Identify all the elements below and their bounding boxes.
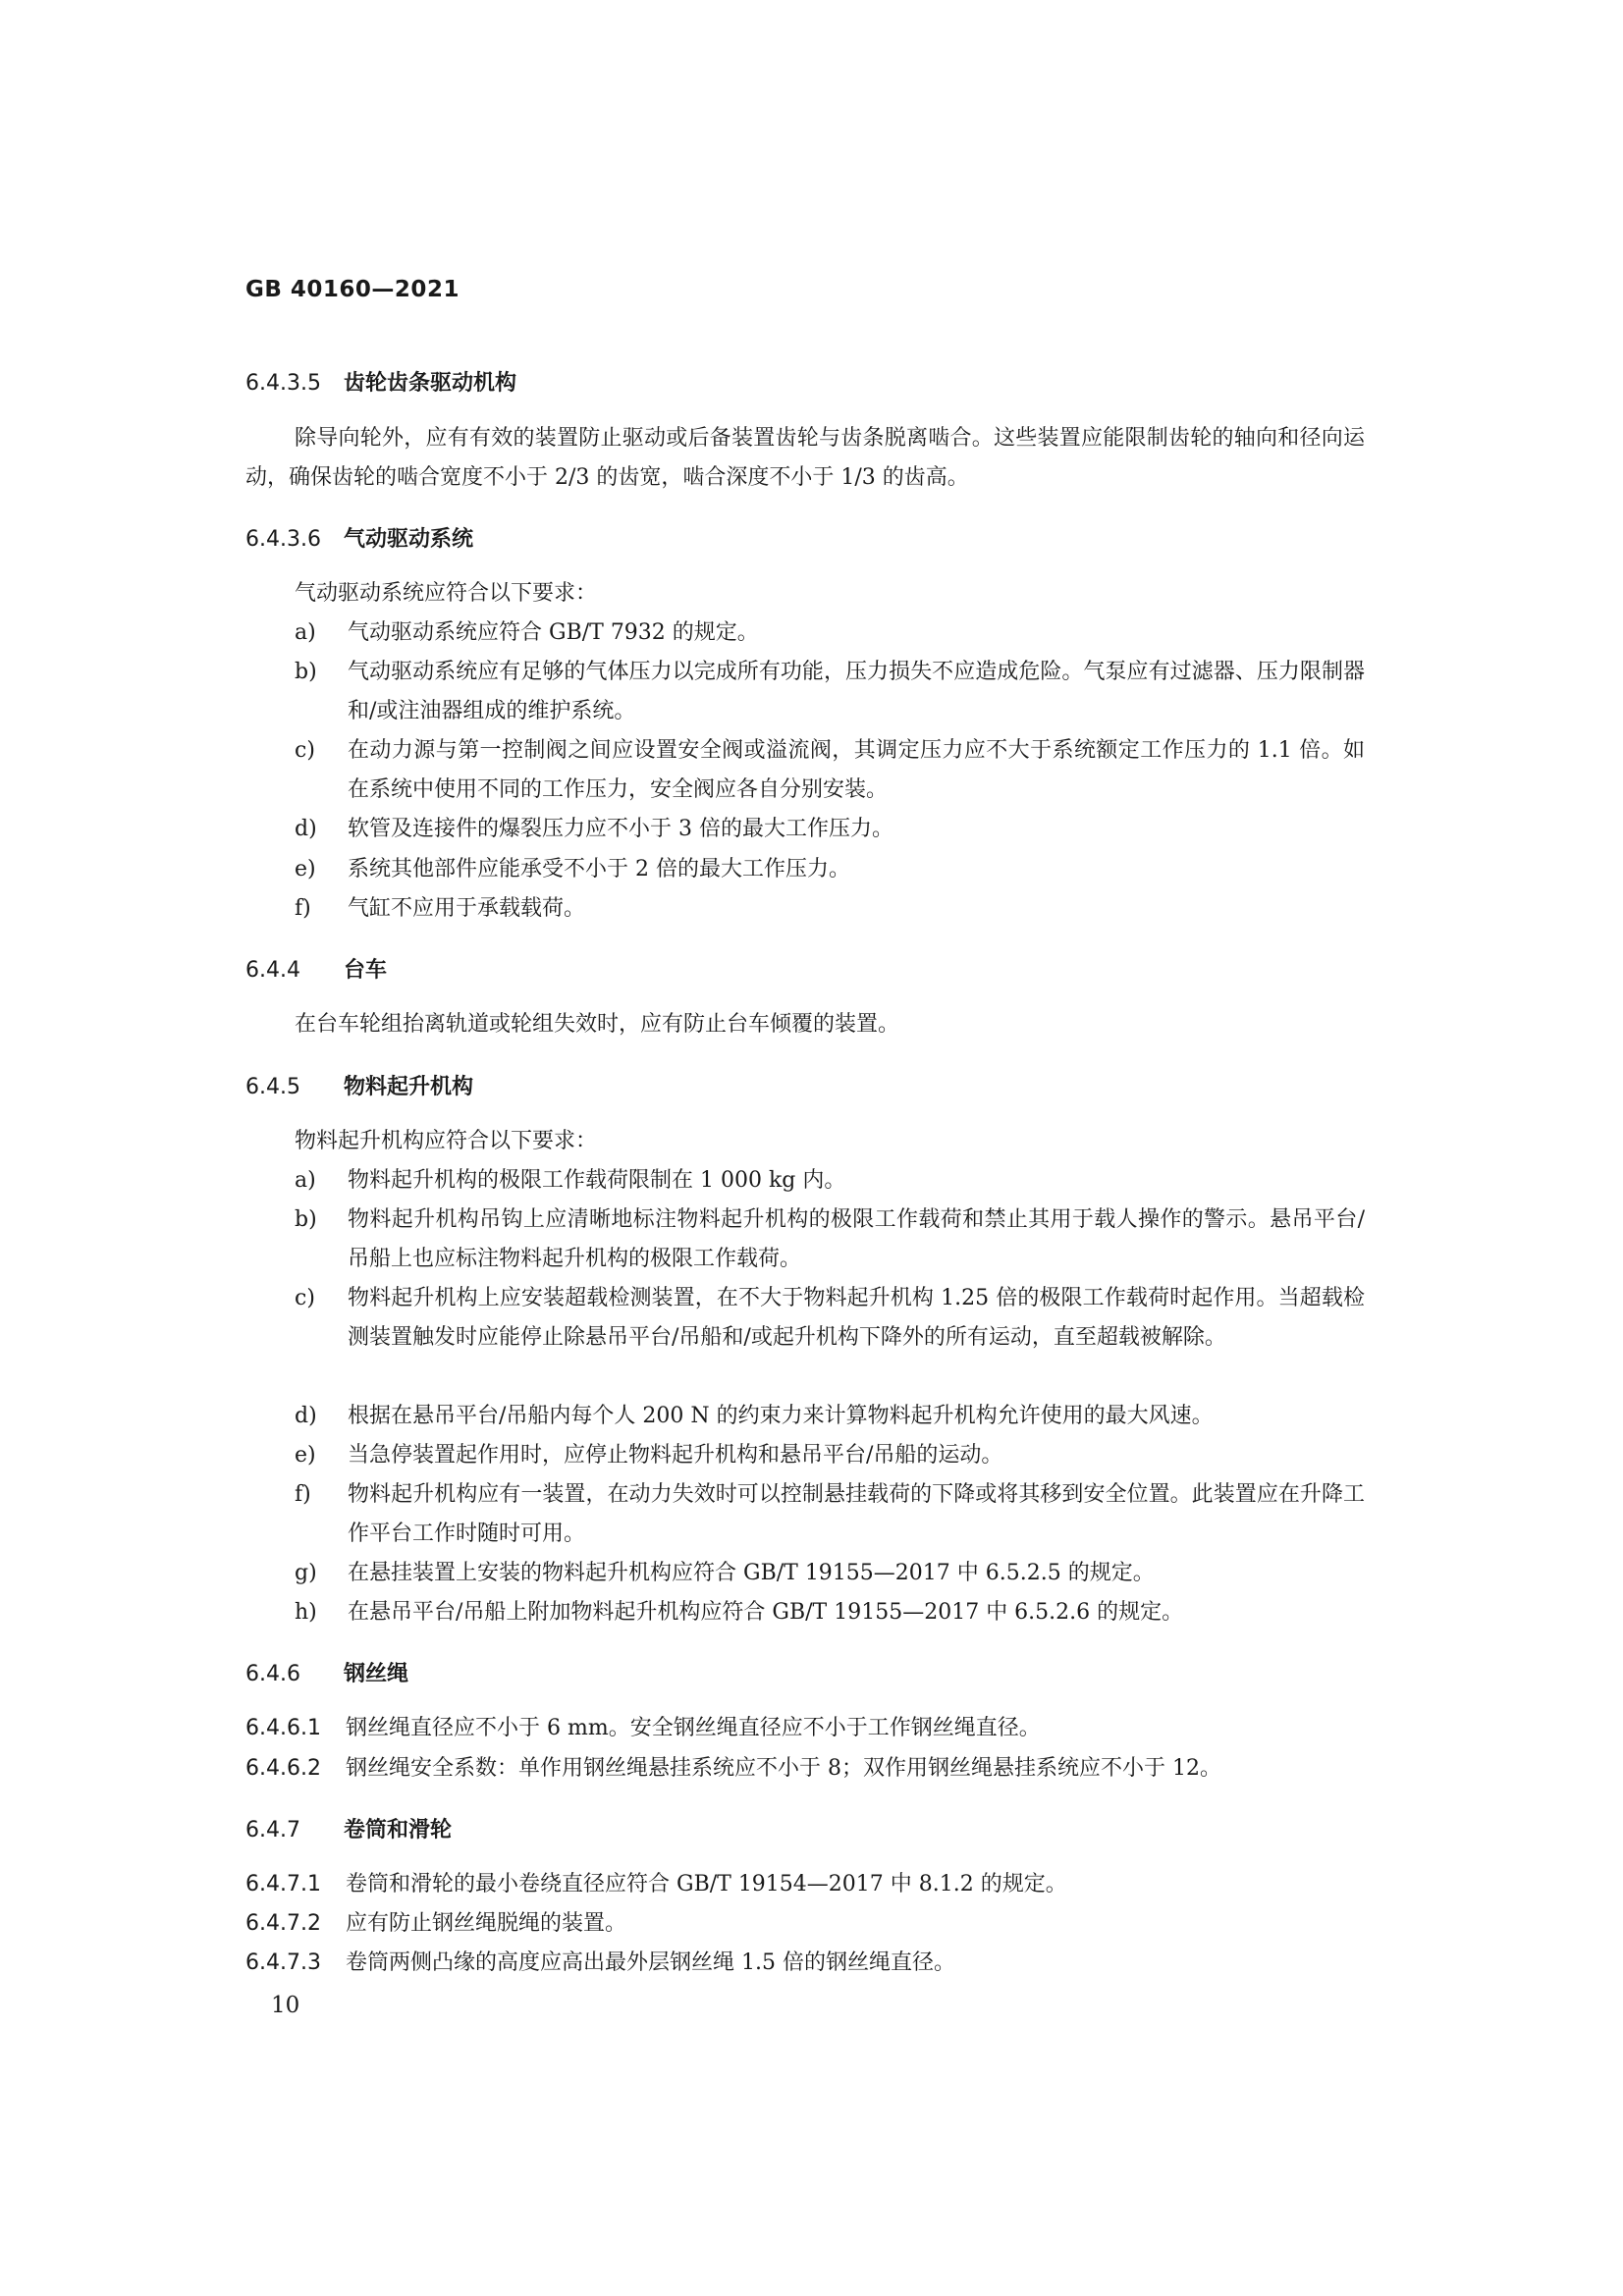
section-heading-644: [245, 953, 387, 984]
section-heading-6435: [245, 366, 516, 397]
clause: [245, 1749, 1365, 1789]
list-item-label: e): [295, 857, 316, 881]
list-item-text: 气缸不应用于承载载荷。: [348, 896, 586, 921]
list-item: [295, 1279, 1365, 1358]
section-title: 台车: [344, 958, 388, 983]
list-item-label: d): [295, 817, 317, 841]
section-heading-647: [245, 1813, 452, 1843]
list-item: [295, 1397, 1365, 1436]
list-item-text: 在动力源与第一控制阀之间应设置安全阀或溢流阀，其调定压力应不大于系统额定工作压力的 1.1 倍。如在系统中使用不同的工作压力，安全阀应各自分别安装。: [348, 738, 1365, 802]
list-item-label: h): [295, 1600, 317, 1625]
list-item-text: 在悬吊平台/吊船上附加物料起升机构应符合 GB/T 19155—2017 中 6.5.2.6 的规定。: [348, 1600, 1184, 1625]
section-title: 钢丝绳: [344, 1662, 409, 1686]
clause-text: 钢丝绳安全系数：单作用钢丝绳悬挂系统应不小于 8；双作用钢丝绳悬挂系统应不小于 12。: [346, 1756, 1221, 1781]
list-item-label: c): [295, 1286, 315, 1310]
list-item-text: 物料起升机构上应安装超载检测装置，在不大于物料起升机构 1.25 倍的极限工作载荷时起作用。当超载检测装置触发时应能停止除悬吊平台/吊船和/或起升机构下降外的所有运动，直至超载被解除。: [348, 1286, 1365, 1350]
list-item: [295, 850, 1365, 889]
clause-text: 卷筒和滑轮的最小卷绕直径应符合 GB/T 19154—2017 中 8.1.2 的规定。: [346, 1872, 1067, 1896]
list-item-label: d): [295, 1404, 317, 1428]
section-number: 6.4.7: [245, 1818, 300, 1842]
list-item: [295, 614, 1365, 653]
section-number: 6.4.6: [245, 1662, 300, 1686]
paragraph-644: 在台车轮组抬离轨道或轮组失效时，应有防止台车倾覆的装置。: [295, 1012, 900, 1037]
list-intro-6436: 气动驱动系统应符合以下要求：: [295, 581, 598, 606]
section-number: 6.4.4: [245, 958, 300, 983]
list-item-label: b): [295, 1207, 317, 1232]
list-item: [295, 1436, 1365, 1475]
clause: [245, 1709, 1365, 1748]
clause-text: 应有防止钢丝绳脱绳的装置。: [346, 1911, 627, 1936]
list-item: [295, 1554, 1365, 1593]
section-title: 卷筒和滑轮: [344, 1818, 453, 1842]
list-item: [295, 1201, 1365, 1279]
list-item-text: 物料起升机构吊钩上应清晰地标注物料起升机构的极限工作载荷和禁止其用于载人操作的警示。悬吊平台/吊船上也应标注物料起升机构的极限工作载荷。: [348, 1207, 1365, 1271]
section-number: 6.4.3.5: [245, 371, 321, 396]
list-item: [295, 1593, 1365, 1632]
section-number: 6.4.5: [245, 1075, 300, 1099]
clause-number: 6.4.6.1: [245, 1716, 321, 1740]
clause-text: 钢丝绳直径应不小于 6 mm。安全钢丝绳直径应不小于工作钢丝绳直径。: [346, 1716, 1041, 1740]
list-item-label: a): [295, 1168, 316, 1193]
list-item: [295, 1161, 1365, 1201]
paragraph-6435: 除导向轮外，应有有效的装置防止驱动或后备装置齿轮与齿条脱离啮合。这些装置应能限制齿轮的轴向和径向运动，确保齿轮的啮合宽度不小于 2/3 的齿宽，啮合深度不小于 1/3 的齿高。: [245, 426, 1365, 490]
clause-number: 6.4.7.1: [245, 1872, 321, 1896]
clause-number: 6.4.6.2: [245, 1756, 321, 1781]
list-item-text: 气动驱动系统应有足够的气体压力以完成所有功能，压力损失不应造成危险。气泵应有过滤器、压力限制器和/或注油器组成的维护系统。: [348, 660, 1365, 723]
list-item-label: f): [295, 1482, 311, 1507]
list-item: [295, 731, 1365, 810]
section-title: 气动驱动系统: [344, 527, 474, 552]
clause-number: 6.4.7.2: [245, 1911, 321, 1936]
list-item-text: 在悬挂装置上安装的物料起升机构应符合 GB/T 19155—2017 中 6.5.2.5 的规定。: [348, 1561, 1155, 1585]
section-heading-6436: [245, 522, 473, 553]
standard-number: GB 40160—2021: [245, 277, 460, 302]
page-number: 10: [271, 1993, 300, 2018]
list-item-text: 气动驱动系统应符合 GB/T 7932 的规定。: [348, 620, 759, 645]
section-title: 齿轮齿条驱动机构: [344, 371, 517, 396]
clause: [245, 1904, 1365, 1944]
section-heading-646: [245, 1657, 408, 1687]
list-item-text: 物料起升机构的极限工作载荷限制在 1 000 kg 内。: [348, 1168, 846, 1193]
list-item-text: 系统其他部件应能承受不小于 2 倍的最大工作压力。: [348, 857, 850, 881]
list-item: [295, 810, 1365, 849]
list-item-text: 当急停装置起作用时，应停止物料起升机构和悬吊平台/吊船的运动。: [348, 1443, 1003, 1468]
list-item-label: f): [295, 896, 311, 921]
section-number: 6.4.3.6: [245, 527, 321, 552]
list-item-label: b): [295, 660, 317, 684]
clause: [245, 1865, 1365, 1904]
list-item: [295, 1475, 1365, 1554]
list-item-label: g): [295, 1561, 317, 1585]
list-item-label: a): [295, 620, 316, 645]
list-item-label: e): [295, 1443, 316, 1468]
list-item-text: 物料起升机构应有一装置，在动力失效时可以控制悬挂载荷的下降或将其移到安全位置。此装置应在升降工作平台工作时随时可用。: [348, 1482, 1365, 1546]
section-title: 物料起升机构: [344, 1075, 474, 1099]
list-item-text: 软管及连接件的爆裂压力应不小于 3 倍的最大工作压力。: [348, 817, 893, 841]
section-heading-645: [245, 1070, 473, 1100]
list-item: [295, 889, 1365, 929]
list-item-label: c): [295, 738, 315, 763]
clause-text: 卷筒两侧凸缘的高度应高出最外层钢丝绳 1.5 倍的钢丝绳直径。: [346, 1950, 955, 1975]
clause-number: 6.4.7.3: [245, 1950, 321, 1975]
list-item-text: 根据在悬吊平台/吊船内每个人 200 N 的约束力来计算物料起升机构允许使用的最大风速。: [348, 1404, 1214, 1428]
list-intro-645: 物料起升机构应符合以下要求：: [295, 1129, 598, 1153]
list-item: [295, 653, 1365, 731]
clause: [245, 1944, 1365, 1983]
